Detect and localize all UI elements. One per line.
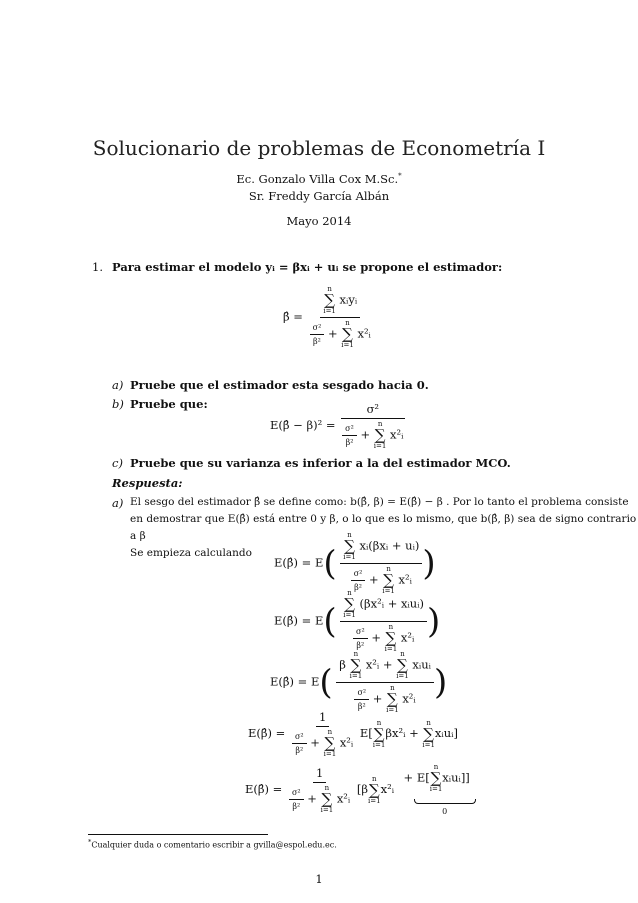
- expectation-eq-4: E(β̂) = 1 $\frac{\text{σ²}}{\text{β²}}$ + n ∑ i=1 x²ᵢ E[ n ∑ i=1 βx²ᵢ + n ∑ i=1 xᵢuᵢ]: [248, 710, 458, 758]
- item-c-label: c): [112, 456, 123, 470]
- item-a-label: a): [112, 378, 124, 392]
- page-number: 1: [315, 872, 323, 886]
- answer-item-label: a): [112, 496, 124, 510]
- expectation-eq-2: E(β̂) = E( n ∑ i=1 (βx²ᵢ + xᵢuᵢ) $\frac{\text{σ²}}{\text{β²}}$ + n ∑ i=1 x²ᵢ ): [274, 589, 441, 653]
- answer-heading: Respuesta:: [112, 476, 183, 490]
- item-b-text: Pruebe que:: [130, 397, 208, 411]
- document-title: Solucionario de problemas de Econometría I: [92, 136, 546, 160]
- author-1: Ec. Gonzalo Villa Cox M.Sc.*: [236, 172, 402, 186]
- answer-line-3: a β: [130, 530, 146, 542]
- problem-number: 1.: [92, 260, 103, 274]
- author-2: Sr. Freddy García Albán: [248, 189, 390, 203]
- item-b-label: b): [112, 397, 124, 411]
- date: Mayo 2014: [286, 214, 352, 228]
- mse-formula: E(β̂ − β)² = σ² $\frac{\text{σ²}}{\text{β²}}$ + n ∑ i=1 x²ᵢ: [270, 402, 404, 450]
- expectation-eq-3: E(β̂) = E( β n ∑ i=1 x²ᵢ + n ∑ i=1 xᵢuᵢ $\frac{\text{σ²}}{\text{β²}}$ + n ∑ i=1 x²ᵢ ): [270, 650, 448, 714]
- problem-statement: Para estimar el modelo yᵢ = βxᵢ + uᵢ se propone el estimador:: [112, 260, 503, 274]
- expectation-eq-1: E(β̂) = E( n ∑ i=1 xᵢ(βxᵢ + uᵢ) $\frac{\text{σ²}}{\text{β²}}$ + n ∑ i=1 x²ᵢ ): [274, 531, 436, 595]
- expectation-eq-5: E(β̂) = 1 $\frac{\text{σ²}}{\text{β²}}$ + n ∑ i=1 x²ᵢ [β n ∑ i=1 x²ᵢ + E[ n ∑ i=1 xᵢuᵢ]] 0: [245, 764, 476, 816]
- underbrace-group: + E[ n ∑ i=1 xᵢuᵢ]] 0: [398, 764, 476, 816]
- answer-line-2: en demostrar que E(β̂) está entre 0 y β, o lo que es lo mismo, que b(β̂, β) sea de signo contrario: [130, 513, 637, 525]
- answer-line-1: El sesgo del estimador β̂ se define como: b(β̂, β) = E(β̂) − β . Por lo tanto el problema consiste: [130, 496, 629, 508]
- underbrace: [414, 799, 476, 804]
- underbrace-label: 0: [442, 807, 448, 816]
- answer-line-4: Se empieza calculando: [130, 547, 252, 559]
- item-a-text: Pruebe que el estimador esta sesgado hacia 0.: [130, 378, 429, 392]
- item-c-text: Pruebe que su varianza es inferior a la del estimador MCO.: [130, 456, 511, 470]
- footnote: *Cualquier duda o comentario escribir a gvilla@espol.edu.ec.: [88, 838, 337, 850]
- footnote-rule: [88, 834, 268, 835]
- estimator-formula: β̂ = n ∑ i=1 xᵢyᵢ $\frac{\text{σ²}}{\text{β²}}$ + n ∑ i=1 x²ᵢ: [283, 285, 371, 349]
